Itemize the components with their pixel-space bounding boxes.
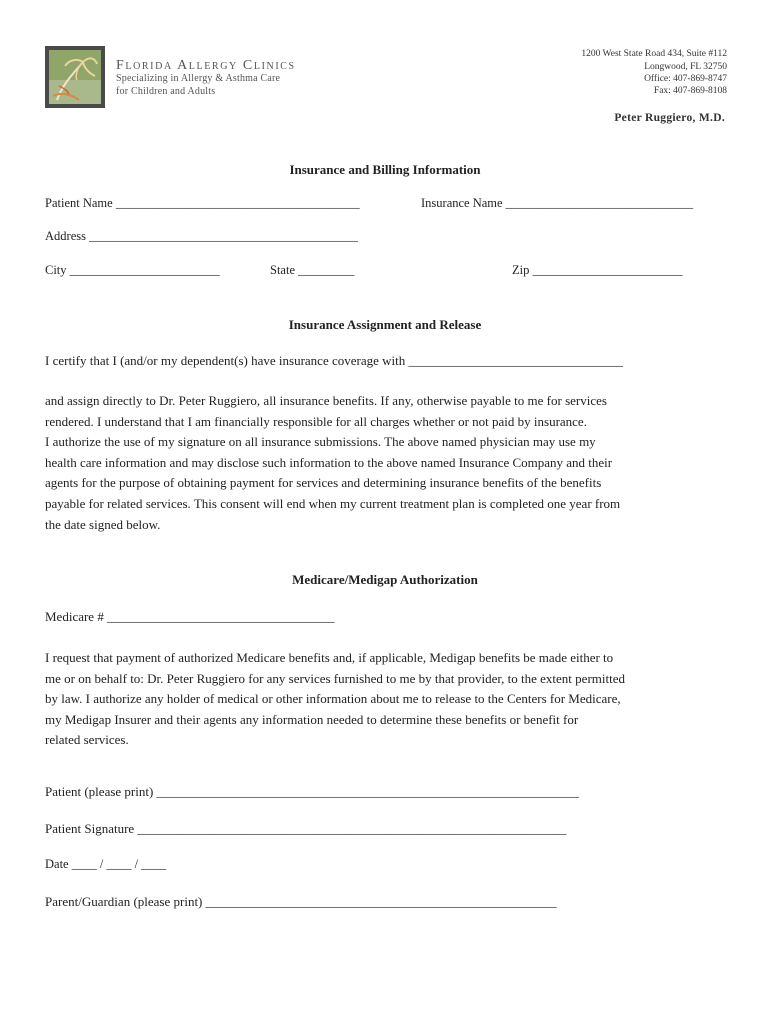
address-line-2: Longwood, FL 32750 bbox=[644, 62, 727, 72]
patient-signature-field[interactable]: Patient Signature __________________________________________________________________ bbox=[45, 821, 567, 836]
billing-title: Insurance and Billing Information bbox=[289, 162, 481, 177]
address-line-1: 1200 West State Road 434, Suite #112 bbox=[581, 49, 727, 59]
paragraph-line: I authorize the use of my signature on all insurance submissions. The above named physician may use my bbox=[45, 434, 596, 450]
medicare-number-field[interactable]: Medicare # ___________________________________ bbox=[45, 609, 335, 624]
medicare-paragraph bbox=[45, 648, 625, 751]
paragraph-line: payable for related services. This consent will end when my current treatment plan is completed one year from bbox=[45, 495, 621, 511]
patient-name-field[interactable]: Patient Name _______________________________________ bbox=[45, 196, 360, 210]
insurance-name-field[interactable]: Insurance Name ______________________________ bbox=[421, 196, 694, 210]
clinic-name: Florida Allergy Clinics bbox=[116, 58, 296, 73]
zip-field[interactable]: Zip ________________________ bbox=[512, 263, 683, 277]
date-field[interactable]: Date ____ / ____ / ____ bbox=[45, 857, 167, 871]
assignment-title: Insurance Assignment and Release bbox=[288, 317, 482, 332]
medicare-title: Medicare/Medigap Authorization bbox=[292, 572, 478, 587]
paragraph-line: health care information and may disclose such information to the above named Insurance Company and their bbox=[45, 454, 613, 470]
doctor-name: Peter Ruggiero, M.D. bbox=[614, 112, 725, 124]
paragraph-line: my Medigap Insurer and their agents any information needed to determine these benefits or benefit for bbox=[45, 711, 579, 727]
insurance-coverage-field[interactable]: I certify that I (and/or my dependent(s) have insurance coverage with _________________________________ bbox=[45, 353, 623, 368]
paragraph-line: agents for the purpose of obtaining payment for services and determining insurance benefits of the benefits bbox=[45, 475, 602, 491]
address-field[interactable]: Address ___________________________________________ bbox=[45, 229, 358, 243]
guardian-print-field[interactable]: Parent/Guardian (please print) ______________________________________________________ bbox=[45, 894, 557, 909]
assignment-paragraph bbox=[45, 391, 620, 535]
paragraph-line: and assign directly to Dr. Peter Ruggiero, all insurance benefits. If any, otherwise payable to me for services bbox=[45, 393, 607, 408]
state-field[interactable]: State _________ bbox=[270, 263, 355, 277]
paragraph-line: rendered. I understand that I am financially responsible for all charges whether or not paid by insurance. bbox=[45, 413, 587, 429]
palm-tree-icon bbox=[49, 50, 101, 104]
clinic-logo bbox=[45, 46, 105, 108]
patient-print-field[interactable]: Patient (please print) _________________________________________________________________ bbox=[45, 784, 580, 799]
fax-number: Fax: 407-869-8108 bbox=[653, 86, 727, 96]
paragraph-line: I request that payment of authorized Medicare benefits and, if applicable, Medigap benefits be made either to bbox=[45, 650, 614, 665]
city-field[interactable]: City ________________________ bbox=[45, 263, 220, 277]
clinic-tagline: Specializing in Allergy & Asthma Care bbox=[116, 73, 281, 84]
office-phone: Office: 407-869-8747 bbox=[644, 74, 727, 84]
paragraph-line: related services. bbox=[45, 732, 129, 748]
paragraph-line: the date signed below. bbox=[45, 516, 161, 532]
clinic-tagline-2: for Children and Adults bbox=[116, 86, 216, 97]
paragraph-line: by law. I authorize any holder of medical or other information about me to release to the Centers for Medicare, bbox=[45, 691, 621, 707]
paragraph-line: me or on behalf to: Dr. Peter Ruggiero for any services furnished to me by that provider, to the extent permitted bbox=[45, 670, 625, 686]
